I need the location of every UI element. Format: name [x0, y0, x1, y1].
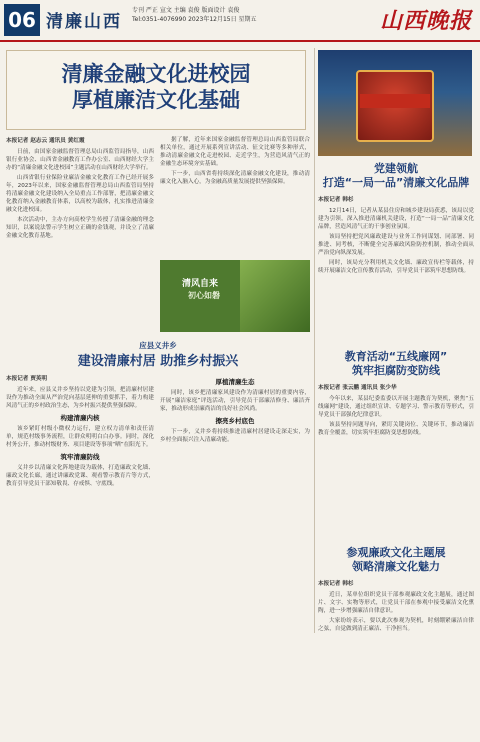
right1-para-1: 12月14日，记者从某县住房和城乡建设局获悉，该局以党建为引领，深入推进清廉机关建设，打造“一局一品”清廉文化品牌，营造风清气正的干事创业氛围。 [318, 208, 474, 230]
main-byline: 本报记者 赵志云 通讯员 黄红霞 [6, 138, 85, 144]
right2-para-1: 今年以来，某县纪委监委以开展主题教育为契机，聚焦“五线廉网”建设，通过组织宣讲、专题学习、警示教育等形式，引导党员干部强化纪律意识。 [318, 396, 474, 418]
right-article-3 [318, 546, 474, 635]
rural-subhead-4: 擦亮乡村底色 [215, 417, 255, 425]
main-article-col2 [160, 136, 310, 188]
main-headline-box [6, 50, 306, 130]
main-para-2: 山西省银行业保险业廉洁金融文化教育工作已经开展多年，2023年以来，国家金融监督管理总局山西监管局坚持将清廉金融文化建设纳入全局重点工作部署，把清廉金融文化教育纳入金融教育体系，以高校为载体，扎实推进清廉金融文化进校园。 [6, 175, 154, 213]
page-number: 06 [4, 4, 40, 36]
rural-article-head [6, 340, 310, 370]
rural-byline: 本报记者 贾英明 [6, 376, 48, 382]
right2-title-line1: 教育活动“五线廉网” [344, 350, 448, 363]
right1-title-line1: 党建领航 [374, 162, 418, 175]
right-article-2 [318, 350, 474, 439]
right3-para-1: 近日，某单位组织党员干部参观廉政文化主题展，通过图片、文字、实物等形式，让党员干部在参观中接受廉洁文化熏陶，进一步增强廉洁自律意识。 [318, 592, 474, 614]
party-building-photo [318, 50, 472, 156]
photo-banner [360, 94, 430, 108]
rural-subhead-2: 筑牢清廉防线 [60, 453, 100, 461]
edition-meta-date: Tel:0351-4076990 2023年12月15日 星期五 [132, 16, 257, 23]
main-headline-line1: 清廉金融文化进校园 [61, 61, 251, 86]
main-para-5: 下一步，山西省将持续深化清廉金融文化建设，推动清廉文化入脑入心，为金融高质量发展提供坚强保障。 [160, 171, 310, 185]
newspaper-logo: 山西晚报 [379, 8, 472, 34]
right2-byline: 本报记者 张云鹏 通讯员 张少华 [318, 385, 397, 391]
main-para-4: 据了解，近年来国家金融监督管理总局山西监管局联合相关单位，通过开展系列宣讲活动、征文比赛等多种形式，推动清廉金融文化走进校园、走近学生，为营造风清气正的金融生态环境夯实基础。 [160, 137, 310, 167]
main-article-col1 [6, 136, 154, 242]
decorative-banner [160, 260, 310, 332]
rural-subhead-1: 构建清廉内核 [60, 414, 100, 422]
section-name: 清廉山西 [46, 12, 122, 32]
edition-meta-staff: 专刊 严正 宣文 主编 袁俊 版面设计 袁俊 [132, 7, 240, 14]
main-para-1: 日前，由国家金融监督管理总局山西监管局指导，山西银行业协会、山西省金融教育工作办公室、山西财经大学主办的“清廉金融文化进校园”主题活动在山西财经大学举行。 [6, 149, 154, 171]
rural-para-5: 下一步，义井乡将持续推进清廉村居建设走深走实，为乡村全面振兴注入清廉动能。 [160, 429, 310, 443]
rural-para-2: 该乡紧盯村级小微权力运行，建立权力清单和责任清单，规范村级事务流程，让群众明明白白办事。同时，深化村务公开，推动村级财务、项目建设等事项“晒”在阳光下。 [6, 426, 154, 448]
main-para-3: 本次活动中，主办方向高校学生传授了清廉金融的理念知识，以案说法警示学生树立正确的金钱观，并设立了清廉金融文化教育基地。 [6, 217, 154, 239]
right-article-1 [318, 162, 474, 277]
column-divider [314, 48, 315, 633]
rural-col2 [160, 374, 310, 446]
banner-subtitle: 初心如磐 [188, 290, 220, 300]
right3-title-line2: 领略清廉文化魅力 [352, 560, 440, 573]
header-rule [0, 40, 480, 42]
right1-para-3: 同时，该局充分利用机关文化墙、廉政宣传栏等载体，持续开展廉洁文化宣传教育活动，引导党员干部筑牢思想防线。 [318, 260, 474, 274]
right3-title-line1: 参观廉政文化主题展 [346, 546, 446, 559]
rural-title: 建设清廉村居 助推乡村振兴 [77, 354, 239, 369]
right3-para-2: 大家纷纷表示，要以此次参观为契机，时刻绷紧廉洁自律之弦，自觉做到清正廉洁、干净担当。 [318, 618, 474, 632]
right2-para-2: 该县坚持问题导向，紧盯关键岗位、关键环节，推动廉洁教育全覆盖，切实筑牢拒腐防变思想防线。 [318, 422, 474, 436]
banner-title: 清风自来 [182, 279, 219, 289]
rural-pre-title: 应县义井乡 [139, 341, 177, 350]
right1-para-2: 该局坚持把党风廉政建设与业务工作同谋划、同部署、同推进、同考核，不断健全完善廉政风险防控机制，推动全面从严治党向纵深发展。 [318, 234, 474, 256]
edition-meta [132, 6, 257, 24]
right2-title-line2: 筑牢拒腐防变防线 [352, 364, 440, 377]
right1-title-line2: 打造“一局一品”清廉文化品牌 [322, 176, 470, 189]
rural-para-3: 义井乡以清廉文化阵地建设为载体，打造廉政文化墙、廉政文化长廊，通过讲廉政党课、观看警示教育片等方式，教育引导党员干部知敬畏、存戒惧、守底线。 [6, 465, 154, 487]
right3-byline: 本报记者 韩杉 [318, 581, 354, 587]
rural-col1 [6, 374, 154, 490]
rural-subhead-3: 厚植清廉生态 [215, 378, 255, 386]
masthead [0, 0, 480, 40]
leaf-illustration [240, 260, 310, 332]
main-headline-line2: 厚植廉洁文化基础 [72, 87, 240, 112]
right1-byline: 本报记者 韩杉 [318, 197, 354, 203]
rural-para-4: 同时，该乡把清廉家风建设作为清廉村居的重要内容，开展“廉洁家庭”评选活动，引导党员干部廉洁修身、廉洁齐家，推动形成崇廉尚洁的良好社会风尚。 [160, 390, 310, 412]
rural-para-1: 近年来，应县义井乡坚持以党建为引领，把清廉村居建设作为推动全面从严治党向基层延伸的重要抓手，着力构建风清气正的乡村政治生态，为乡村振兴提供坚强保障。 [6, 387, 154, 409]
